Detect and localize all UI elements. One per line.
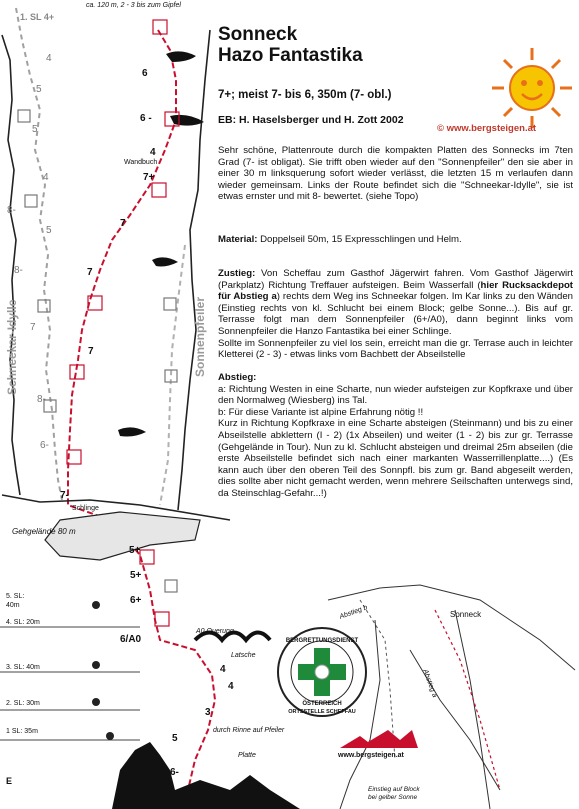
grade-info: 7+; meist 7- bis 6, 350m (7- obl.) [218, 89, 392, 101]
pitch-label-3: 3. SL: 40m [6, 664, 40, 671]
descent-section [218, 372, 573, 500]
access-section [218, 268, 573, 361]
first-pitch-label: 1. SL 4+ [20, 12, 55, 22]
grade-left-3: 5 [32, 124, 38, 135]
title-route: Hazo Fantastika [218, 45, 363, 66]
descent-text: Kurz in Richtung Kopfkraxe in eine Scharte absteigen (Steinmann) und bis zu einer Abseilstelle abklettern (I - 2) (1x Abseilen) und weiter (1 - 2) bis zur gr. Terrasse (Gehgelände in Tour). Nun zu kl. Schlucht absteigen und dreimal 25m abseilen (die erste Abseilstelle befindet sich nach einer markanten Wasserrillenplatte....) (Es kann auch über den oberen Teil des Sonnpfl. bis zum gr. Band abgeseilt werden, dies sollte aber nicht gemacht werden, wenn mehrere Seilschaften unterwegs sind, da Steinschlag-Gefahr...!) [218, 418, 573, 499]
sonnenpfeiler-route-line [160, 245, 185, 505]
route-intro: Sehr schöne, Plattenroute durch die kompakten Platten des Sonnecks im 7ten Grad (7- ist obligat). Sie trifft oben wieder auf den "Sonnenpfeiler" den sie aber in einer 30 m linksquerung sofort wieder verlässt, die letzten 15 m verlaufen dann wieder gemeinsam. Links der Route befindet sich die "Schneekar-Idylle", sie ist etwas ernster und mit 8- bewertet. (siehe Topo) [218, 145, 573, 203]
descent-b: b: Für diese Variante ist alpine Erfahrung nötig !! [218, 406, 424, 418]
grade-lower-2: 6+ [130, 595, 142, 606]
descent-a: a: Richtung Westen in eine Scharte, nun wieder aufsteigen zur Kopfkraxe und über den Normalweg (Wiesberg) ins Tal. [218, 383, 573, 407]
hazo-route-line [68, 30, 215, 790]
access-text-2: ) rechts dem Weg ins Schneekar folgen. Im Kar links zu den Wänden (Einstieg rechts von kl. Schlucht bei einem Block; gelbe Sonne...). Bis auf gr. Terrasse folgt man dem Sonnenpfeiler (6+/A0), dann beginnt links vom Sonnenpfeiler die Hanzo Fantastika bei einer Schlinge. [218, 291, 573, 337]
grade-lower-4: 6/A0 [120, 634, 142, 645]
map-label-abstieg-b: Abstieg b [338, 604, 369, 621]
grade-left-1: 4 [46, 53, 52, 64]
title-sonneck: Sonneck [218, 24, 298, 45]
material-section [218, 234, 573, 246]
ground-profile [112, 742, 300, 809]
grade-lower-3: 5+ [130, 570, 142, 581]
grade-left-9: 8- [37, 394, 46, 405]
grade-route-7: 7 [88, 346, 94, 357]
label-platte: Platte [238, 752, 256, 759]
access-text-3: Sollte im Sonnenpfeiler zu viel los sein, erreicht man die gr. Terrase auch in leichter Kletterei (2 - 3) - etwas links vom Bachbett der Abseilstelle [218, 337, 573, 361]
label-wandbuch: Wandbuch [124, 159, 158, 166]
grade-route-3: 4 [150, 147, 156, 158]
terrace-shape [45, 512, 200, 560]
map-label-sonneck: Sonneck [450, 610, 482, 619]
label-gehgelaende: Gehgelände 80 m [12, 527, 76, 536]
rappel-anchors [92, 601, 114, 740]
badge-text-top: BERGRETTUNGSDIENST [285, 638, 359, 644]
grade-left-10: 6- [40, 440, 49, 451]
grade-left-7: 8- [14, 265, 23, 276]
grade-route-4: 7+ [143, 172, 155, 183]
label-einstieg: Einstieg auf Block bei gelber Sonne [368, 786, 420, 801]
summit-note: ca. 120 m, 2 - 3 bis zum Gipfel [86, 2, 181, 9]
site-logo-text[interactable]: www.bergsteigen.at [338, 752, 404, 759]
grade-route-8: 7- [60, 490, 69, 501]
material-text: Doppelseil 50m, 15 Expresschlingen und Helm. [257, 234, 462, 245]
badge-text-mid: ÖSTERREICH [302, 701, 342, 707]
grade-lower-5: 4 [220, 664, 226, 675]
label-schlinge: Schlinge [72, 505, 99, 512]
grade-left-6: 8- [7, 205, 16, 216]
title-block [218, 24, 418, 66]
copyright-link[interactable]: © www.bergsteigen.at [437, 123, 537, 134]
material-label: Material: [218, 234, 258, 245]
schneekar-route-name: Schneekar-Idylle [5, 299, 19, 395]
descent-label: Abstieg: [218, 372, 257, 383]
einstieg-marker: E [6, 776, 13, 786]
label-rinne: durch Rinne auf Pfeiler [213, 727, 285, 734]
rappel-lines [0, 627, 140, 740]
label-latsche: Latsche [231, 652, 256, 659]
grade-left-2: 5 [36, 84, 42, 95]
pillar-outline [178, 30, 210, 510]
sonnenpfeiler-route-name: Sonnenpfeiler [193, 297, 207, 378]
grade-left-4: 4 [43, 172, 49, 183]
access-bold: hier Rucksackdepot für Abstieg a [218, 279, 573, 303]
overhang-3 [152, 257, 178, 266]
schneekar-route-line [16, 8, 62, 500]
pitch-label-5: 5. SL: 40m [6, 593, 25, 609]
grade-lower-6: 4 [228, 681, 234, 692]
overhang-2 [170, 115, 204, 126]
grade-route-6: 7 [87, 267, 93, 278]
access-label: Zustieg: [218, 268, 256, 279]
grade-lower-7: 3 [205, 707, 211, 718]
grade-route-5: 7 [120, 218, 126, 229]
access-text-1: Von Scheffau zum Gasthof Jägerwirt fahren. Vom Gasthof Jägerwirt (Parkplatz) Richtung Treffauer aufsteigen. Beim Wasserfall ( [218, 268, 573, 291]
grade-lower-9: 6- [170, 767, 179, 778]
label-a0-querung: A0 Querung [196, 628, 234, 635]
pitch-label-4: 4. SL: 20m [6, 619, 40, 626]
sun-icon [492, 48, 572, 128]
pitch-label-1: 1 SL: 35m [6, 728, 38, 735]
map-label-abstieg-a: Abstieg a [421, 668, 438, 699]
grade-route-2: 6 - [140, 113, 152, 124]
grade-route-1: 6 [142, 68, 148, 79]
grade-left-8: 7 [30, 322, 36, 333]
grade-left-5: 5 [46, 225, 52, 236]
badge-text-bottom: ORTSSTELLE SCHEFFAU [288, 709, 356, 715]
mini-map-descent-red [435, 610, 500, 790]
grade-lower-8: 5 [172, 733, 178, 744]
pitch-label-2: 2. SL: 30m [6, 700, 40, 707]
first-ascent: EB: H. Haselsberger und H. Zott 2002 [218, 114, 404, 126]
overhang-4 [118, 427, 146, 436]
overhang-1 [166, 51, 196, 62]
site-logo-icon [340, 730, 418, 748]
grade-lower-1: 5+ [129, 545, 141, 556]
